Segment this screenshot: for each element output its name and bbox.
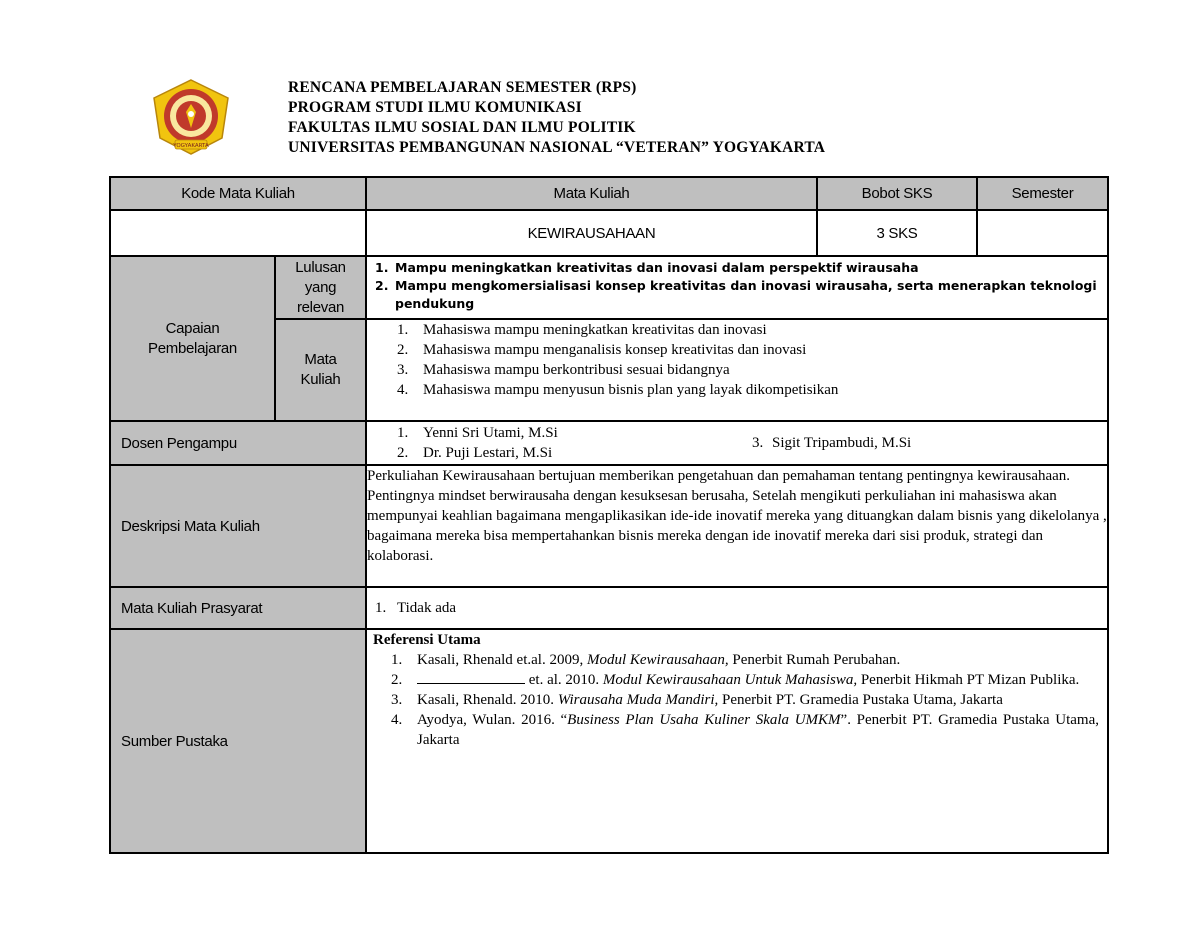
list-item: 1. Mampu meningkatkan kreativitas dan inovasi dalam perspektif wirausaha bbox=[375, 260, 919, 275]
capaian-label: Capaian Pembelajaran bbox=[110, 256, 275, 421]
course-info-row bbox=[110, 210, 1108, 256]
ref-title: Referensi Utama bbox=[373, 632, 481, 648]
col-header-bobot-sks: Bobot SKS bbox=[817, 177, 977, 210]
semester-value bbox=[977, 210, 1108, 256]
bobot-sks-value: 3 SKS bbox=[817, 210, 977, 256]
col-header-kode: Kode Mata Kuliah bbox=[110, 177, 366, 210]
matakuliah-content bbox=[366, 319, 1108, 421]
list-item: 3. Mahasiswa mampu berkontribusi sesuai bidangnya bbox=[397, 362, 730, 378]
header-university: UNIVERSITAS PEMBANGUNAN NASIONAL “VETERAN” YOGYAKARTA bbox=[288, 139, 826, 156]
dosen-row bbox=[110, 421, 1108, 465]
kode-value bbox=[110, 210, 366, 256]
table-header-row bbox=[110, 177, 1108, 210]
document-header bbox=[288, 78, 825, 158]
header-program: PROGRAM STUDI ILMU KOMUNIKASI bbox=[288, 99, 582, 116]
matakuliah-list bbox=[397, 320, 1099, 400]
pustaka-label: Sumber Pustaka bbox=[110, 629, 366, 853]
col-header-semester: Semester bbox=[977, 177, 1108, 210]
lulusan-content bbox=[366, 256, 1108, 319]
list-item: 4. Mahasiswa mampu menyusun bisnis plan yang layak dikompetisikan bbox=[397, 382, 839, 398]
dosen-content bbox=[366, 421, 1108, 465]
list-item: 1. Mahasiswa mampu meningkatkan kreativitas dan inovasi bbox=[397, 322, 767, 338]
list-item: 1. Kasali, Rhenald et.al. 2009, Modul Kewirausahaan, Penerbit Rumah Perubahan. bbox=[391, 652, 901, 668]
list-item: 2. Dr. Puji Lestari, M.Si bbox=[397, 445, 553, 461]
pustaka-content bbox=[366, 629, 1108, 853]
svg-text:YOGYAKARTA: YOGYAKARTA bbox=[173, 143, 209, 149]
mata-kuliah-value: KEWIRAUSAHAAN bbox=[366, 210, 817, 256]
deskripsi-label: Deskripsi Mata Kuliah bbox=[110, 465, 366, 587]
list-item: 2. et. al. 2010. Modul Kewirausahaan Untuk Mahasiswa, Penerbit Hikmah PT Mizan Publika. bbox=[391, 672, 1080, 688]
lulusan-label: Lulusan yang relevan bbox=[275, 256, 366, 319]
deskripsi-row bbox=[110, 465, 1108, 587]
ref-list bbox=[373, 650, 1099, 750]
list-item: 3. Kasali, Rhenald. 2010. Wirausaha Muda Mandiri, Penerbit PT. Gramedia Pustaka Utama, Jakarta bbox=[391, 692, 1003, 708]
list-item: 1. Yenni Sri Utami, M.Si bbox=[397, 425, 558, 441]
dosen-label: Dosen Pengampu bbox=[110, 421, 366, 465]
col-header-mata-kuliah: Mata Kuliah bbox=[366, 177, 817, 210]
university-logo bbox=[150, 78, 232, 156]
list-item: 1. Tidak ada bbox=[375, 600, 457, 616]
prasyarat-label: Mata Kuliah Prasyarat bbox=[110, 587, 366, 629]
matakuliah-label: Mata Kuliah bbox=[275, 319, 366, 421]
header-faculty: FAKULTAS ILMU SOSIAL DAN ILMU POLITIK bbox=[288, 119, 636, 136]
list-item: 2. Mahasiswa mampu menganalisis konsep kreativitas dan inovasi bbox=[397, 342, 807, 358]
blank-author-line bbox=[417, 670, 525, 684]
list-item: 2. Mampu mengkomersialisasi konsep kreativitas dan inovasi wirausaha, serta menerapkan teknologi pendukung bbox=[375, 278, 1097, 311]
deskripsi-text: Perkuliahan Kewirausahaan bertujuan memberikan pengetahuan dan pemahaman tentang pentingnya kewirausahaan. Pentingnya mindset berwirausaha dengan kesuksesan berusaha, Setelah mengikuti perkuliahan ini mahasiswa akan mempunyai keahlian bagaimana mengaplikasikan ide-ide inovatif mereka yang dituangkan dalam bisnis yang dikelolanya , bagaimana mereka bisa mempertahankan bisnis mereka dengan ide inovatif mereka dari sisi produk, strategi dan kolaborasi. bbox=[366, 465, 1108, 587]
pustaka-row bbox=[110, 629, 1108, 853]
capaian-lulusan-row bbox=[110, 256, 1108, 319]
list-item: 3. Sigit Tripambudi, M.Si bbox=[752, 435, 912, 451]
header-title: RENCANA PEMBELAJARAN SEMESTER (RPS) bbox=[288, 79, 637, 96]
lulusan-list bbox=[375, 259, 1099, 313]
rps-table bbox=[109, 176, 1109, 854]
prasyarat-content bbox=[366, 587, 1108, 629]
list-item: 4. Ayodya, Wulan. 2016. “Business Plan Usaha Kuliner Skala UMKM”. Penerbit PT. Gramedia Pustaka Utama, Jakarta bbox=[391, 712, 1099, 748]
prasyarat-row bbox=[110, 587, 1108, 629]
